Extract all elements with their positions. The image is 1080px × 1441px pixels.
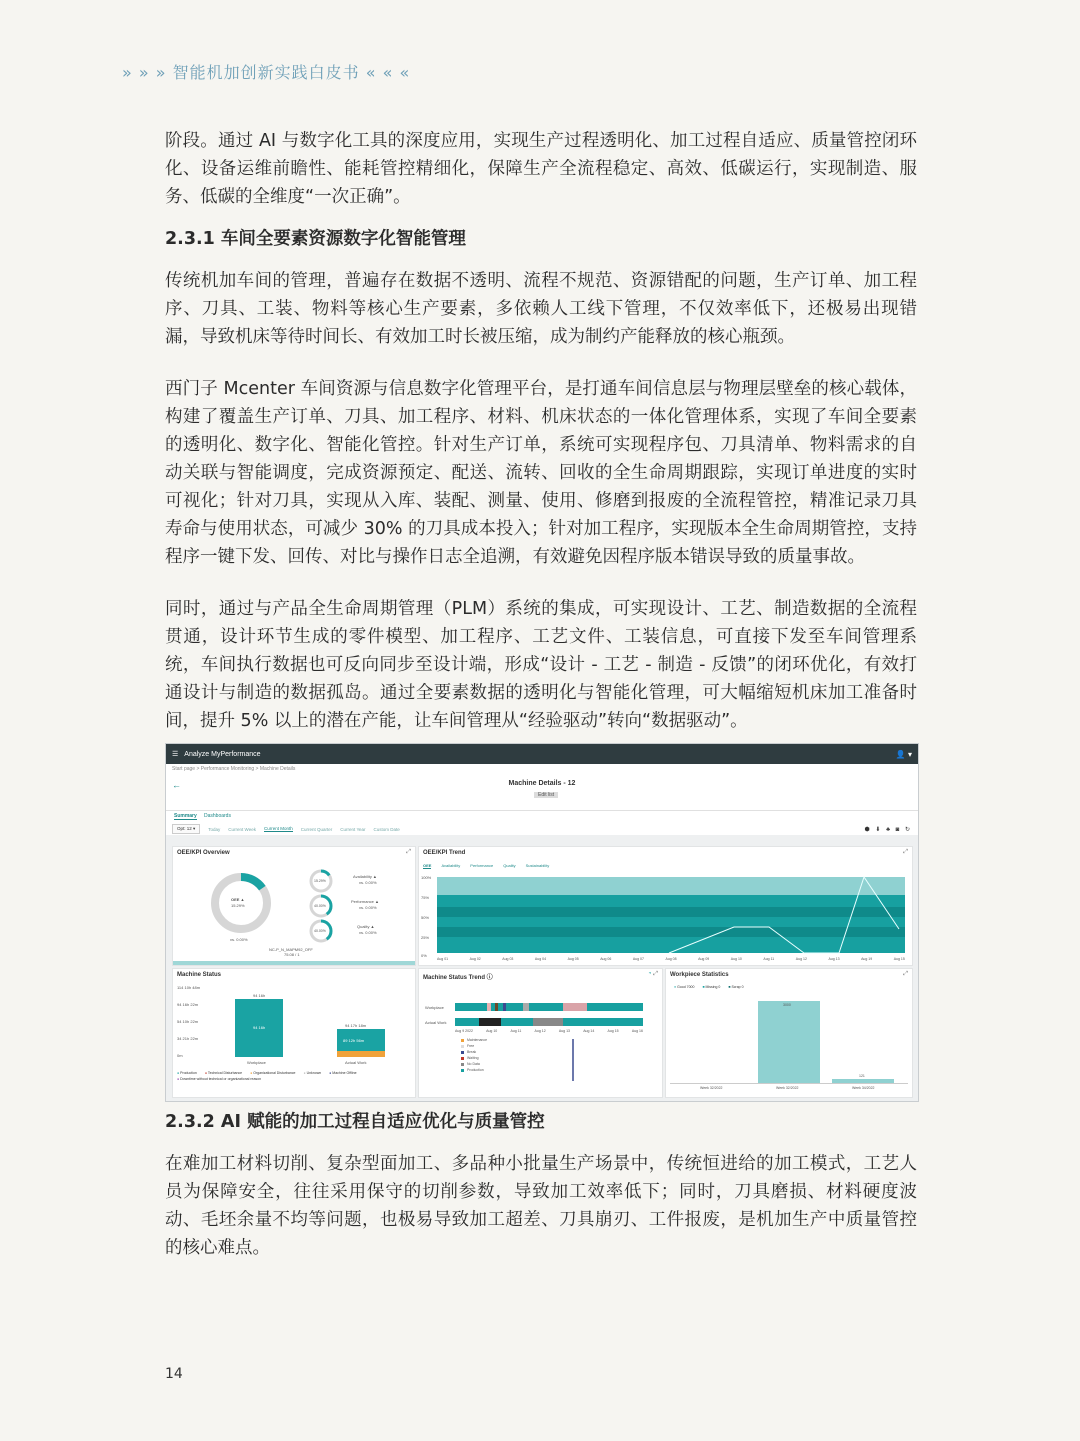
expand-icon[interactable]: ⤢: [406, 849, 411, 855]
trend-band-low: [437, 927, 905, 937]
trend-ytick: 100%: [421, 875, 432, 880]
trend-segment: [523, 1003, 529, 1011]
status-trend-xaxis: [455, 1029, 643, 1033]
oee-footer: NC-P_N_MAPM92_OFF: [269, 947, 313, 952]
status-trend-row-label: Workplace: [425, 1005, 444, 1010]
user-icon[interactable]: 👤 ▾: [895, 749, 912, 759]
edit-chip[interactable]: Edit list: [534, 792, 558, 798]
legend-production: Production: [467, 1068, 484, 1072]
trend-ytick: 50%: [421, 915, 430, 920]
workpiece-xtick: Week 34/2022: [852, 1086, 875, 1090]
status-bar-actual-label: Actual Work: [345, 1060, 367, 1065]
machine-title: Machine Details - 12: [508, 780, 576, 787]
running-header: » » » 智能机加创新实践白皮书 « « «: [122, 63, 411, 82]
paragraph-plm-integration: 同时，通过与产品全生命周期管理（PLM）系统的集成，可实现设计、工艺、制造数据的全流程贯通，设计环节生成的零件模型、加工程序、工艺文件、工装信息，可直接下发至车间管理系统，车间执行数据也可反向同步至设计端，形成“设计 - 工艺 - 制造 - 反馈”的闭环优化，有效打通设计与制造的数据孤岛。通过全要素数据的透明化与智能化管理，可大幅缩短机床加工准备时间，提升 5% 以上的潜在产能，让车间管理从“经验驱动”转向“数据驱动”。: [165, 599, 917, 731]
page-number: 14: [165, 1366, 183, 1382]
legend-swatch: [461, 1063, 464, 1066]
kpi-performance-name: Performance ▲: [351, 899, 379, 904]
expand-icon[interactable]: ◔ ⤢: [647, 971, 658, 977]
trend-xtick: Aug 05: [567, 957, 579, 961]
trend-xtick: Aug 02: [469, 957, 481, 961]
trend-xtick: Aug 03: [502, 957, 514, 961]
trend-xtick: Aug 08: [665, 957, 677, 961]
kpi-availability-name: Availability ▲: [353, 874, 377, 879]
xtick: Aug 11: [510, 1029, 522, 1033]
status-bar-workplace-value: 94 16h: [253, 1025, 266, 1030]
trend-chart: [419, 847, 912, 965]
trend-ytick: 75%: [421, 895, 430, 900]
workpiece-bar-value: 121: [859, 1074, 865, 1078]
tab-dashboards[interactable]: Dashboards: [204, 813, 231, 819]
legend-item: ■ Good 7000: [674, 985, 695, 989]
kpi-quality-name: Quality ▲: [357, 924, 375, 929]
status-bar-actual-top: 94 17h 18m: [345, 1023, 367, 1028]
trend-segment: [563, 1003, 587, 1011]
oee-vs: vs. 0.00%: [230, 937, 248, 942]
status-ytick: 0m: [177, 1053, 183, 1058]
status-bar-workplace-label: Workplace: [247, 1060, 266, 1065]
legend-maintenance: Maintenance: [467, 1038, 488, 1042]
range-today[interactable]: Today: [208, 826, 221, 832]
trend-xtick: Aug 07: [632, 957, 644, 961]
oee-value: 15.29%: [231, 903, 245, 908]
breadcrumb[interactable]: Start page > Performance Monitoring > Machine Details: [166, 764, 918, 776]
kpi-quality-value: 40.00%: [314, 929, 326, 933]
legend-break: Break: [467, 1050, 477, 1054]
workpiece-axis: [670, 1083, 908, 1084]
kpi-availability-value: 15.29%: [314, 879, 326, 883]
xtick: Aug 16: [631, 1029, 643, 1033]
legend-free: Free: [467, 1044, 475, 1048]
trend-band-mid: [437, 907, 905, 917]
legend-item: ● Machine Offline: [329, 1071, 357, 1075]
trend-tab-sustainability[interactable]: Sustainability: [525, 863, 550, 868]
panel-oee-overview: [172, 846, 416, 966]
xtick: Aug 14: [583, 1029, 595, 1033]
machine-select-value: Opt: 12: [177, 826, 192, 831]
figure-analyze-myperformance: [165, 743, 919, 1102]
status-bar-actual-value: 89 12h 56m: [343, 1038, 365, 1043]
status-ytick: 114 10h 48m: [177, 985, 201, 990]
section-heading-2-3-2: 2.3.2 AI 赋能的加工过程自适应优化与质量管控: [165, 1112, 545, 1132]
kpi-quality-vs: vs. 0.00%: [359, 930, 377, 935]
trend-tab-availability[interactable]: Availability: [441, 863, 461, 868]
legend-swatch: [461, 1057, 464, 1060]
trend-tab-performance[interactable]: Performance: [470, 863, 494, 868]
workpiece-xtick: Week 32/2022: [776, 1086, 799, 1090]
oee-trend-title: OEE/KPI Trend: [423, 850, 466, 856]
section-heading-2-3-1: 2.3.1 车间全要素资源数字化智能管理: [165, 229, 466, 249]
trend-xtick: Aug 11: [763, 957, 775, 961]
status-trend-row-label: Actual Work: [425, 1020, 447, 1025]
trend-xaxis: [437, 957, 905, 961]
oee-footer-bar: [173, 961, 415, 965]
expand-icon[interactable]: ⤢: [903, 849, 908, 855]
panel-machine-status: [172, 968, 416, 1098]
xtick: Aug 9 2022: [455, 1029, 473, 1033]
legend-item: ● Production: [177, 1071, 197, 1075]
workpiece-bar-week33: [758, 1001, 820, 1083]
range-current-quarter[interactable]: Current Quarter: [300, 826, 333, 832]
back-arrow-icon[interactable]: ←: [172, 780, 181, 790]
machine-select[interactable]: Opt: 12 ▾: [172, 824, 200, 834]
panel-oee-trend: [418, 846, 913, 966]
paragraph-intro: 阶段。通过 AI 与数字化工具的深度应用，实现生产过程透明化、加工过程自适应、质量管控闭环化、设备运维前瞻性、能耗管控精细化，保障生产全流程稳定、高效、低碳运行，实现制造、服务、低碳的全维度“一次正确”。: [165, 131, 917, 207]
legend-item: ■ Missing 0: [702, 985, 721, 989]
xtick: Aug 13: [558, 1029, 570, 1033]
app-topbar: [166, 744, 918, 764]
trend-xtick: Aug 15: [893, 957, 905, 961]
legend-swatch: [461, 1045, 464, 1048]
xtick: Aug 15: [607, 1029, 619, 1033]
legend-swatch: [461, 1039, 464, 1042]
trend-workplace-bar: [455, 1003, 643, 1011]
kpi-availability-vs: vs. 0.00%: [359, 880, 377, 885]
kpi-performance-value: 40.00%: [314, 904, 326, 908]
trend-xtick: Aug 06: [600, 957, 612, 961]
menu-icon[interactable]: ☰: [172, 751, 179, 758]
legend-item: ● Organizational Disturbance: [250, 1071, 296, 1075]
machine-detail-header: [166, 776, 918, 811]
panel-machine-status-trend: [418, 968, 663, 1098]
kpi-performance-vs: vs. 0.00%: [359, 905, 377, 910]
trend-segment: [533, 1018, 563, 1026]
status-trend-title: Machine Status Trend ⓘ: [423, 975, 493, 981]
legend-swatch: [461, 1051, 464, 1054]
trend-xtick: Aug 10: [730, 957, 742, 961]
status-ytick: 54 10h 22m: [177, 1019, 199, 1024]
trend-ytick: 0%: [421, 953, 427, 958]
status-bar-actual-disturbance: [337, 1051, 385, 1057]
legend-item: ● Technical Disturbance: [204, 1071, 243, 1075]
toolbar-icons[interactable]: ⬢ ⬇ ♣ ◙ ↻: [864, 826, 912, 833]
trend-xtick: Aug 09: [698, 957, 710, 961]
legend-item: ● Downtime without technical or organizational reason: [177, 1077, 262, 1081]
oee-footer-value: 75.08 / 1: [284, 952, 300, 957]
status-bar-workplace-top: 94 16h: [253, 993, 266, 998]
trend-tab-quality[interactable]: Quality: [503, 863, 516, 868]
page-content: [165, 127, 917, 1262]
trend-band-top: [437, 877, 905, 895]
status-trend-chart: [419, 969, 662, 1097]
trend-segment: [495, 1003, 498, 1011]
legend-item: ● Unknown: [303, 1071, 322, 1075]
range-current-month[interactable]: Current Month: [263, 826, 293, 831]
legend-swatch: [461, 1069, 464, 1072]
expand-icon[interactable]: ⤢: [903, 971, 908, 977]
oee-overview-title: OEE/KPI Overview: [177, 850, 230, 856]
status-ytick: 94 16h 22m: [177, 1002, 199, 1007]
app-title: Analyze MyPerformance: [184, 750, 261, 758]
paragraph-mcenter: 西门子 Mcenter 车间资源与信息数字化管理平台，是打通车间信息层与物理层壁垒的核心载体，构建了覆盖生产订单、刀具、加工程序、材料、机床状态的一体化管理体系，实现了车间全要素的透明化、数字化、智能化管控。针对生产订单，系统可实现程序包、刀具清单、物料需求的自动关联与智能调度，完成资源预定、配送、流转、回收的全生命周期跟踪，实现订单进度的实时可视化；针对刀具，实现从入库、装配、测量、使用、修磨到报废的全流程管控，精准记录刀具寿命与使用状态，可减少 30% 的刀具成本投入；针对加工程序，实现版本全生命周期管控，支持程序一键下发、回传、对比与操作日志全追溯，有效避免因程序版本错误导致的质量事故。: [165, 379, 917, 567]
trend-segment: [503, 1003, 506, 1011]
trend-tab-oee[interactable]: OEE: [423, 863, 432, 868]
trend-ytick: 25%: [421, 935, 430, 940]
legend-item: ■ Scrap 0: [728, 985, 744, 989]
trend-xtick: Aug 12: [795, 957, 807, 961]
panel-workpiece-statistics: [665, 968, 913, 1098]
trend-segment: [487, 1003, 491, 1011]
status-legend: [177, 1071, 413, 1081]
legend-no-data: No Data: [467, 1062, 480, 1066]
legend-waiting: Waiting: [467, 1056, 479, 1060]
workpiece-xtick: Week 32/2022: [700, 1086, 723, 1090]
trend-band-main: [437, 895, 905, 953]
range-custom-date[interactable]: Custom Date: [373, 826, 400, 832]
workpiece-legend: [674, 985, 744, 989]
range-current-year[interactable]: Current Year: [340, 826, 366, 832]
xtick: Aug 10: [486, 1029, 498, 1033]
paragraph-ai-adaptive: 在难加工材料切削、复杂型面加工、多品种小批量生产场景中，传统恒进给的加工模式，工艺人员为保障安全，往往采用保守的切削参数，导致加工效率低下；同时，刀具磨损、材料硬度波动、毛坯余量不均等问题，也极易导致加工超差、刀具崩刃、工件报废，是机加生产中质量管控的核心难点。: [165, 1154, 917, 1258]
range-current-week[interactable]: Current Week: [228, 826, 256, 832]
range-toolbar: [172, 824, 912, 834]
trend-xtick: Aug 01: [437, 957, 449, 961]
xtick: Aug 12: [534, 1029, 546, 1033]
trend-segment: [479, 1018, 501, 1026]
trend-xtick: Aug 19: [861, 957, 873, 961]
status-ytick: 34 21h 22m: [177, 1036, 199, 1041]
paragraph-traditional-workshop: 传统机加车间的管理，普遍存在数据不透明、流程不规范、资源错配的问题，生产订单、加工程序、刀具、工装、物料等核心生产要素，多依赖人工线下管理，不仅效率低下，还极易出现错漏，导致机床等待时间长、有效加工时长被压缩，成为制约产能释放的核心瓶颈。: [165, 271, 917, 347]
trend-xtick: Aug 13: [828, 957, 840, 961]
workpiece-title: Workpiece Statistics: [670, 972, 729, 978]
trend-xtick: Aug 04: [534, 957, 547, 961]
machine-status-title: Machine Status: [177, 972, 222, 978]
workpiece-bar-value: 3000: [783, 1003, 791, 1007]
tab-summary[interactable]: Summary: [174, 813, 197, 819]
oee-label: OEE ▲: [231, 897, 245, 902]
